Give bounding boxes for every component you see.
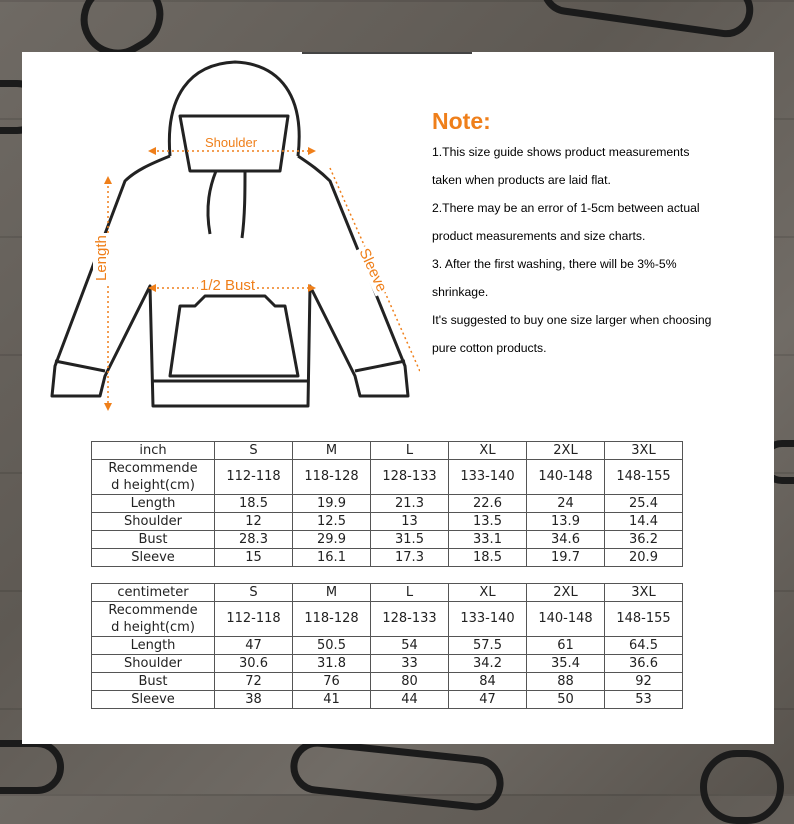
table-cell: 30.6 bbox=[215, 655, 293, 673]
size-header: 3XL bbox=[605, 584, 683, 602]
row-label: Bust bbox=[92, 531, 215, 549]
size-header: XL bbox=[449, 584, 527, 602]
table-cell: 25.4 bbox=[605, 495, 683, 513]
row-label: Shoulder bbox=[92, 655, 215, 673]
hanger-decor bbox=[537, 0, 756, 41]
table-cell: 19.9 bbox=[293, 495, 371, 513]
table-cell: 53 bbox=[605, 691, 683, 709]
table-row bbox=[92, 691, 683, 709]
table-cell: 92 bbox=[605, 673, 683, 691]
note-line: 2.There may be an error of 1-5cm between actual bbox=[432, 201, 700, 215]
table-cell: 31.8 bbox=[293, 655, 371, 673]
table-cell: 84 bbox=[449, 673, 527, 691]
bust-label: 1/2 Bust bbox=[200, 277, 256, 294]
table-cell: 47 bbox=[215, 637, 293, 655]
table-row bbox=[92, 460, 683, 495]
table-cell: 21.3 bbox=[371, 495, 449, 513]
size-table-centimeter bbox=[91, 583, 683, 709]
table-cell: 12 bbox=[215, 513, 293, 531]
table-cell: 64.5 bbox=[605, 637, 683, 655]
row-label-part: Recommende bbox=[108, 603, 198, 618]
hoodie-diagram bbox=[30, 56, 420, 416]
table-cell: 128-133 bbox=[371, 602, 449, 637]
note-line: 1.This size guide shows product measurements bbox=[432, 145, 690, 159]
table-cell: 72 bbox=[215, 673, 293, 691]
table-cell: 16.1 bbox=[293, 549, 371, 567]
table-cell: 18.5 bbox=[215, 495, 293, 513]
table-cell: 54 bbox=[371, 637, 449, 655]
note-line: shrinkage. bbox=[432, 285, 489, 299]
hanger-decor bbox=[288, 737, 506, 813]
table-cell: 15 bbox=[215, 549, 293, 567]
table-cell: 22.6 bbox=[449, 495, 527, 513]
table-row bbox=[92, 549, 683, 567]
size-table-inch bbox=[91, 441, 683, 567]
table-cell: 18.5 bbox=[449, 549, 527, 567]
table-cell: 57.5 bbox=[449, 637, 527, 655]
table-cell: 20.9 bbox=[605, 549, 683, 567]
size-header: L bbox=[371, 442, 449, 460]
unit-header: centimeter bbox=[92, 584, 215, 602]
note-title: Note: bbox=[432, 108, 491, 134]
table-cell: 35.4 bbox=[527, 655, 605, 673]
length-label: Length bbox=[93, 235, 110, 281]
row-label: Bust bbox=[92, 673, 215, 691]
table-row bbox=[92, 513, 683, 531]
table-cell: 128-133 bbox=[371, 460, 449, 495]
note-line: taken when products are laid flat. bbox=[432, 173, 611, 187]
note-line: 3. After the first washing, there will be 3%-5% bbox=[432, 257, 677, 271]
size-header: 3XL bbox=[605, 442, 683, 460]
size-header: XL bbox=[449, 442, 527, 460]
table-cell: 148-155 bbox=[605, 602, 683, 637]
table-cell: 36.2 bbox=[605, 531, 683, 549]
table-cell: 13.5 bbox=[449, 513, 527, 531]
table-cell: 76 bbox=[293, 673, 371, 691]
table-cell: 133-140 bbox=[449, 602, 527, 637]
table-cell: 61 bbox=[527, 637, 605, 655]
table-cell: 13.9 bbox=[527, 513, 605, 531]
table-cell: 88 bbox=[527, 673, 605, 691]
table-cell: 17.3 bbox=[371, 549, 449, 567]
table-cell: 36.6 bbox=[605, 655, 683, 673]
note-line: product measurements and size charts. bbox=[432, 229, 646, 243]
table-cell: 112-118 bbox=[215, 602, 293, 637]
table-cell: 47 bbox=[449, 691, 527, 709]
row-label: Sleeve bbox=[92, 691, 215, 709]
row-label-part: Recommende bbox=[108, 461, 198, 476]
table-row bbox=[92, 673, 683, 691]
row-label: Length bbox=[92, 495, 215, 513]
table-cell: 31.5 bbox=[371, 531, 449, 549]
size-header: S bbox=[215, 442, 293, 460]
note-line: pure cotton products. bbox=[432, 341, 547, 355]
table-cell: 38 bbox=[215, 691, 293, 709]
table-cell: 34.6 bbox=[527, 531, 605, 549]
row-label bbox=[92, 602, 215, 637]
hanger-decor bbox=[0, 740, 64, 794]
table-row bbox=[92, 602, 683, 637]
table-cell: 33.1 bbox=[449, 531, 527, 549]
row-label-part: d height(cm) bbox=[111, 478, 195, 493]
table-cell: 24 bbox=[527, 495, 605, 513]
row-label: Shoulder bbox=[92, 513, 215, 531]
size-header: M bbox=[293, 584, 371, 602]
row-label-part: d height(cm) bbox=[111, 620, 195, 635]
size-header: L bbox=[371, 584, 449, 602]
table-header-row bbox=[92, 584, 683, 602]
table-cell: 133-140 bbox=[449, 460, 527, 495]
table-cell: 118-128 bbox=[293, 602, 371, 637]
note-line: It's suggested to buy one size larger when choosing bbox=[432, 313, 712, 327]
table-cell: 29.9 bbox=[293, 531, 371, 549]
table-cell: 28.3 bbox=[215, 531, 293, 549]
table-cell: 33 bbox=[371, 655, 449, 673]
table-cell: 19.7 bbox=[527, 549, 605, 567]
table-cell: 118-128 bbox=[293, 460, 371, 495]
table-cell: 112-118 bbox=[215, 460, 293, 495]
shoulder-label: Shoulder bbox=[205, 135, 258, 150]
row-label: Length bbox=[92, 637, 215, 655]
size-header: S bbox=[215, 584, 293, 602]
table-cell: 34.2 bbox=[449, 655, 527, 673]
table-cell: 44 bbox=[371, 691, 449, 709]
unit-header: inch bbox=[92, 442, 215, 460]
size-header: 2XL bbox=[527, 442, 605, 460]
table-cell: 80 bbox=[371, 673, 449, 691]
table-cell: 13 bbox=[371, 513, 449, 531]
row-label: Sleeve bbox=[92, 549, 215, 567]
size-header: M bbox=[293, 442, 371, 460]
size-header: 2XL bbox=[527, 584, 605, 602]
divider-line bbox=[302, 52, 472, 54]
table-cell: 148-155 bbox=[605, 460, 683, 495]
table-cell: 50 bbox=[527, 691, 605, 709]
table-cell: 12.5 bbox=[293, 513, 371, 531]
table-row bbox=[92, 531, 683, 549]
table-row bbox=[92, 637, 683, 655]
table-row bbox=[92, 495, 683, 513]
table-cell: 41 bbox=[293, 691, 371, 709]
table-cell: 14.4 bbox=[605, 513, 683, 531]
row-label bbox=[92, 460, 215, 495]
table-cell: 50.5 bbox=[293, 637, 371, 655]
table-cell: 140-148 bbox=[527, 602, 605, 637]
hanger-decor bbox=[700, 750, 784, 824]
table-row bbox=[92, 655, 683, 673]
sleeve-label: Sleeve bbox=[355, 245, 391, 295]
table-cell: 140-148 bbox=[527, 460, 605, 495]
table-header-row bbox=[92, 442, 683, 460]
